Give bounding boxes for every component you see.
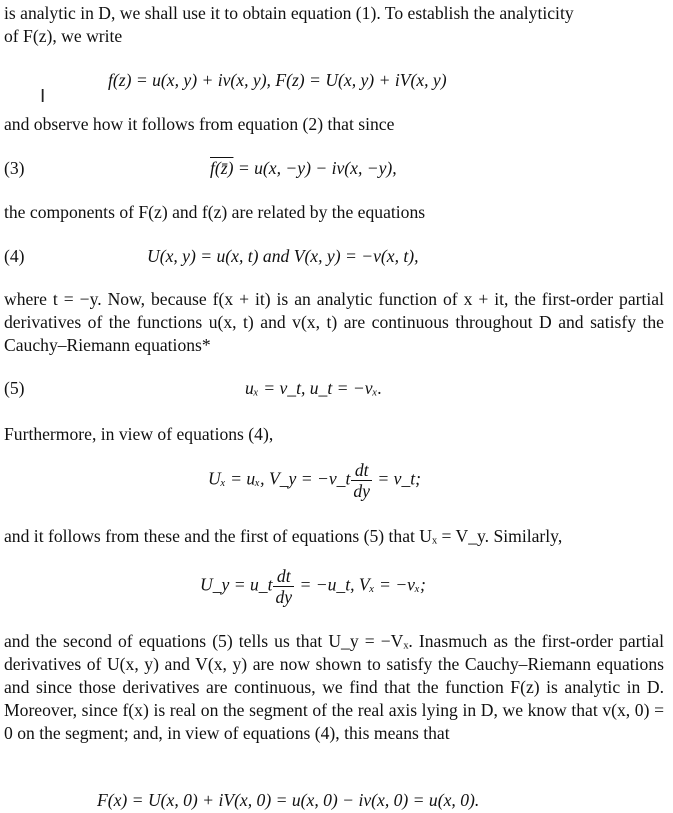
paragraph: where t = −y. Now, because f(x + it) is an analytic function of x + it, the first-order partial derivatives of the functions u(x, t) and v(x, t) are continuous throughout D and satisfy the Cauchy–Riemann equations* bbox=[4, 289, 664, 355]
text-cursor-icon: I bbox=[40, 86, 46, 107]
paragraph: and observe how it follows from equation (2) that since bbox=[4, 114, 395, 134]
fraction-denominator: dy bbox=[353, 481, 370, 501]
equation-part: Uₓ = uₓ, V_y = −v_t bbox=[208, 468, 351, 489]
fraction-denominator: dy bbox=[275, 587, 293, 607]
fraction-dt-dy bbox=[351, 460, 372, 501]
equation-final: F(x) = U(x, 0) + iV(x, 0) = u(x, 0) − iv(x, 0) = u(x, 0). bbox=[97, 790, 480, 810]
equation-number: (4) bbox=[4, 246, 25, 266]
equation-part: = v_t; bbox=[372, 468, 421, 489]
equation-5: uₓ = v_t, u_t = −vₓ. bbox=[245, 378, 382, 398]
equation-part: U_y = u_t bbox=[200, 574, 273, 595]
conjugate-term: f(z̄) bbox=[210, 158, 234, 178]
paragraph: and it follows from these and the first of equations (5) that Uₓ = V_y. Similarly, bbox=[4, 526, 563, 546]
paragraph-line: of F(z), we write bbox=[4, 26, 123, 46]
equation-derivatives-1 bbox=[208, 460, 421, 501]
paragraph: and the second of equations (5) tells us that U_y = −Vₓ. Inasmuch as the first-order partial derivatives of U(x, y) and V(x, y) are now shown to satisfy the Cauchy–Riemann equations and since those derivatives are continuous, we find that the function F(z) is analytic in D. Moreover, since f(x) is real on the segment of the real axis lying in D, we know that v(x, 0) = 0 on the segment; and, in view of equations (4), this means that bbox=[4, 631, 664, 743]
paragraph: Furthermore, in view of equations (4), bbox=[4, 424, 274, 444]
equation-derivatives-2 bbox=[200, 566, 426, 607]
equation-number: (3) bbox=[4, 158, 25, 178]
fraction-dt-dy bbox=[273, 566, 294, 607]
fraction-numerator: dt bbox=[354, 460, 369, 480]
paragraph-line: is analytic in D, we shall use it to obtain equation (1). To establish the analyticity bbox=[4, 3, 574, 23]
equation-3 bbox=[210, 158, 397, 179]
equation-number: (5) bbox=[4, 378, 25, 398]
paragraph: the components of F(z) and f(z) are related by the equations bbox=[4, 202, 426, 222]
fraction-numerator: dt bbox=[276, 566, 291, 586]
equation-3-rhs: = u(x, −y) − iv(x, −y), bbox=[233, 158, 397, 178]
equation-4: U(x, y) = u(x, t) and V(x, y) = −v(x, t), bbox=[147, 246, 419, 266]
equation-part: = −u_t, Vₓ = −vₓ; bbox=[295, 574, 426, 595]
equation-definitions: f(z) = u(x, y) + iv(x, y), F(z) = U(x, y) + iV(x, y) bbox=[108, 70, 447, 90]
